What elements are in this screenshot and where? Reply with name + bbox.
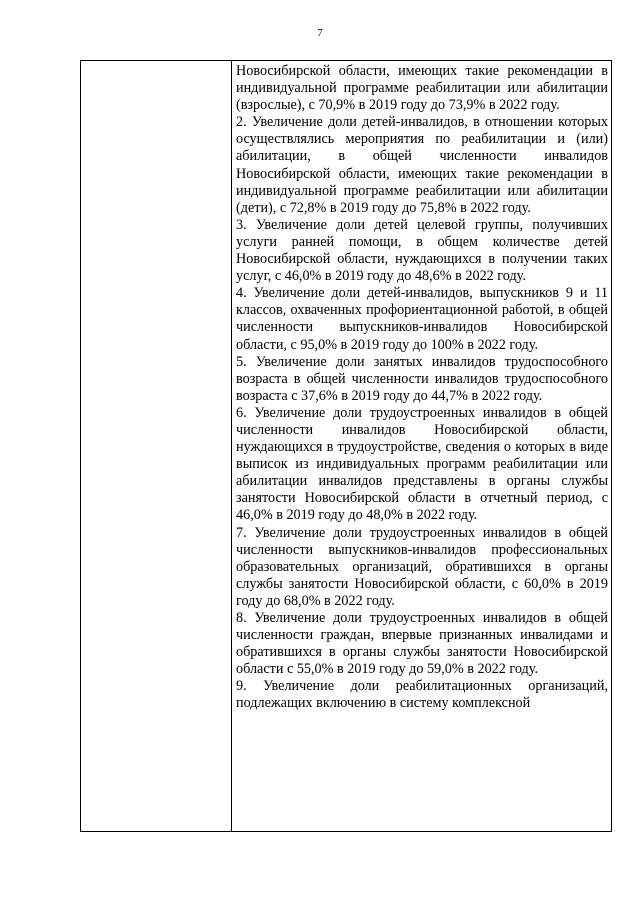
paragraph-7: 7. Увеличение доли трудоустроенных инвалидов в общей численности выпускников-инвалидов профессиональных образовательных организаций, обратившихся в органы службы занятости Новосибирской области, с 60,0% в 2019 году до 68,0% в 2022 году. (236, 524, 608, 609)
paragraph-5: 5. Увеличение доли занятых инвалидов трудоспособного возраста в общей численности инвалидов трудоспособного возраста с 37,6% в 2019 году до 44,7% в 2022 году. (236, 353, 608, 404)
table-cell-left (81, 61, 232, 832)
page-number: 7 (317, 27, 323, 39)
table-row (81, 61, 612, 832)
document-table (80, 60, 612, 832)
paragraph-1-continuation: Новосибирской области, имеющих такие рекомендации в индивидуальной программе реабилитации или абилитации (взрослые), с 70,9% в 2019 году до 73,9% в 2022 году. (236, 63, 608, 114)
paragraph-2: 2. Увеличение доли детей-инвалидов, в отношении которых осуществлялись мероприятия по реабилитации и (или) абилитации, в общей численности инвалидов Новосибирской области, имеющих такие рекомендации в индивидуальной программе реабилитации или абилитации (дети), с 72,8% в 2019 году до 75,8% в 2022 году. (236, 114, 608, 216)
table-cell-right (232, 61, 612, 832)
paragraph-8: 8. Увеличение доли трудоустроенных инвалидов в общей численности граждан, впервые признанных инвалидами и обратившихся в органы службы занятости Новосибирской области с 55,0% в 2019 году до 59,0% в 2022 году. (236, 610, 608, 678)
paragraph-9: 9. Увеличение доли реабилитационных организаций, подлежащих включению в систему комплексной (236, 678, 608, 712)
paragraph-4: 4. Увеличение доли детей-инвалидов, выпускников 9 и 11 классов, охваченных профориентационной работой, в общей численности выпускников-инвалидов Новосибирской области, с 95,0% в 2019 году до 100% в 2022 году. (236, 285, 608, 353)
paragraph-3: 3. Увеличение доли детей целевой группы, получивших услуги ранней помощи, в общем количестве детей Новосибирской области, нуждающихся в получении таких услуг, с 46,0% в 2019 году до 48,6% в 2022 году. (236, 216, 608, 285)
paragraph-6: 6. Увеличение доли трудоустроенных инвалидов в общей численности инвалидов Новосибирской области, нуждающихся в трудоустройстве, сведения о которых в виде выписок из индивидуальных программ реабилитации или абилитации инвалидов представлены в органы службы занятости Новосибирской области в отчетный период, с 46,0% в 2019 году до 48,0% в 2022 году. (236, 404, 608, 524)
